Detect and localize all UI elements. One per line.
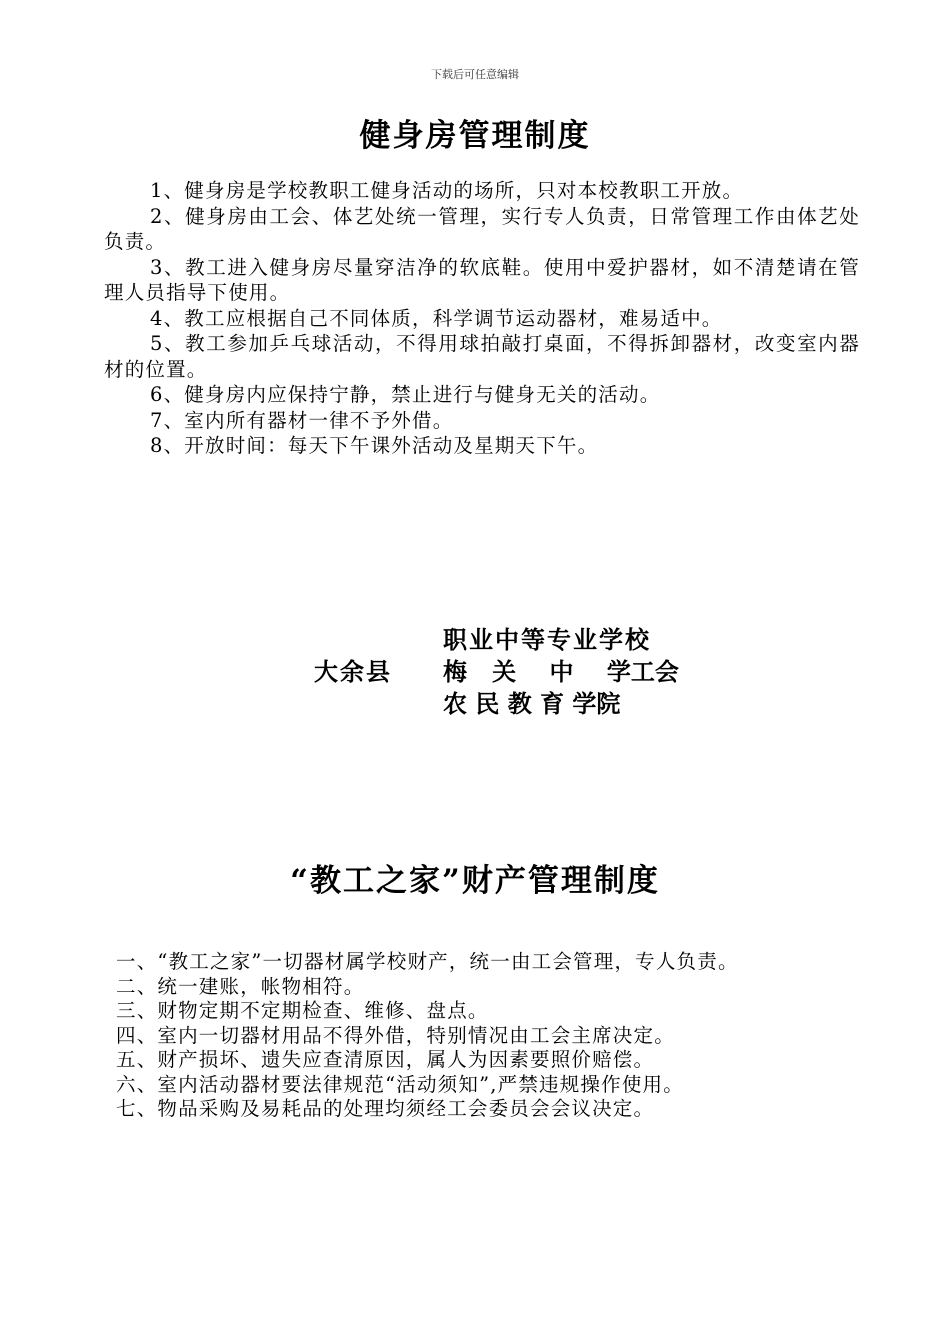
- gym-rule-6: 6、健身房内应保持宁静，禁止进行与健身无关的活动。: [150, 383, 661, 406]
- signature-county: 大余县: [314, 657, 392, 686]
- gym-rule-8: 8、开放时间：每天下午课外活动及星期天下午。: [150, 434, 599, 457]
- property-rule-7: 七、物品采购及易耗品的处理均须经工会委员会会议决定。: [116, 1097, 655, 1120]
- property-rule-3: 三、财物定期不定期检查、维修、盘点。: [116, 999, 489, 1022]
- signature-line-3: 农 民 教 育 学院: [443, 689, 621, 718]
- property-rule-5: 五、财产损坏、遗失应查清原因，属人为因素要照价赔偿。: [116, 1048, 655, 1071]
- header-note: 下载后可任意编辑: [431, 68, 519, 81]
- property-rule-4: 四、室内一切器材用品不得外借，特别情况由工会主席决定。: [116, 1023, 675, 1047]
- gym-rule-2: 2、健身房由工会、体艺处统一管理，实行专人负责，日常管理工作由体艺处负责。: [104, 204, 860, 253]
- gym-rule-7: 7、室内所有器材一律不予外借。: [150, 408, 454, 432]
- gym-rule-5: 5、教工参加乒乓球活动，不得用球拍敲打桌面，不得拆卸器材，改变室内器材的位置。: [104, 332, 860, 381]
- signature-block: [0, 620, 950, 720]
- property-rule-1: 一、“教工之家”一切器材属学校财产，统一由工会管理，专人负责。: [116, 950, 739, 973]
- property-rules-title: “教工之家”财产管理制度: [290, 863, 660, 899]
- signature-line-2: 梅 关 中 学工会: [443, 657, 679, 686]
- property-rules-list: [116, 950, 896, 1122]
- property-rule-6: 六、室内活动器材要法律规范“活动须知”,严禁违规操作使用。: [116, 1072, 684, 1096]
- gym-rule-4: 4、教工应根据自己不同体质，科学调节运动器材，难易适中。: [150, 306, 723, 330]
- signature-line-1: 职业中等专业学校: [443, 625, 651, 654]
- gym-rules-list: [104, 178, 860, 459]
- property-rule-2: 二、统一建账，帐物相符。: [116, 974, 365, 998]
- gym-rule-3: 3、教工进入健身房尽量穿洁净的软底鞋。使用中爱护器材，如不清楚请在管理人员指导下使用。: [104, 255, 860, 304]
- gym-rule-1: 1、健身房是学校教职工健身活动的场所，只对本校教职工开放。: [150, 179, 744, 202]
- gym-rules-title: 健身房管理制度: [359, 118, 591, 154]
